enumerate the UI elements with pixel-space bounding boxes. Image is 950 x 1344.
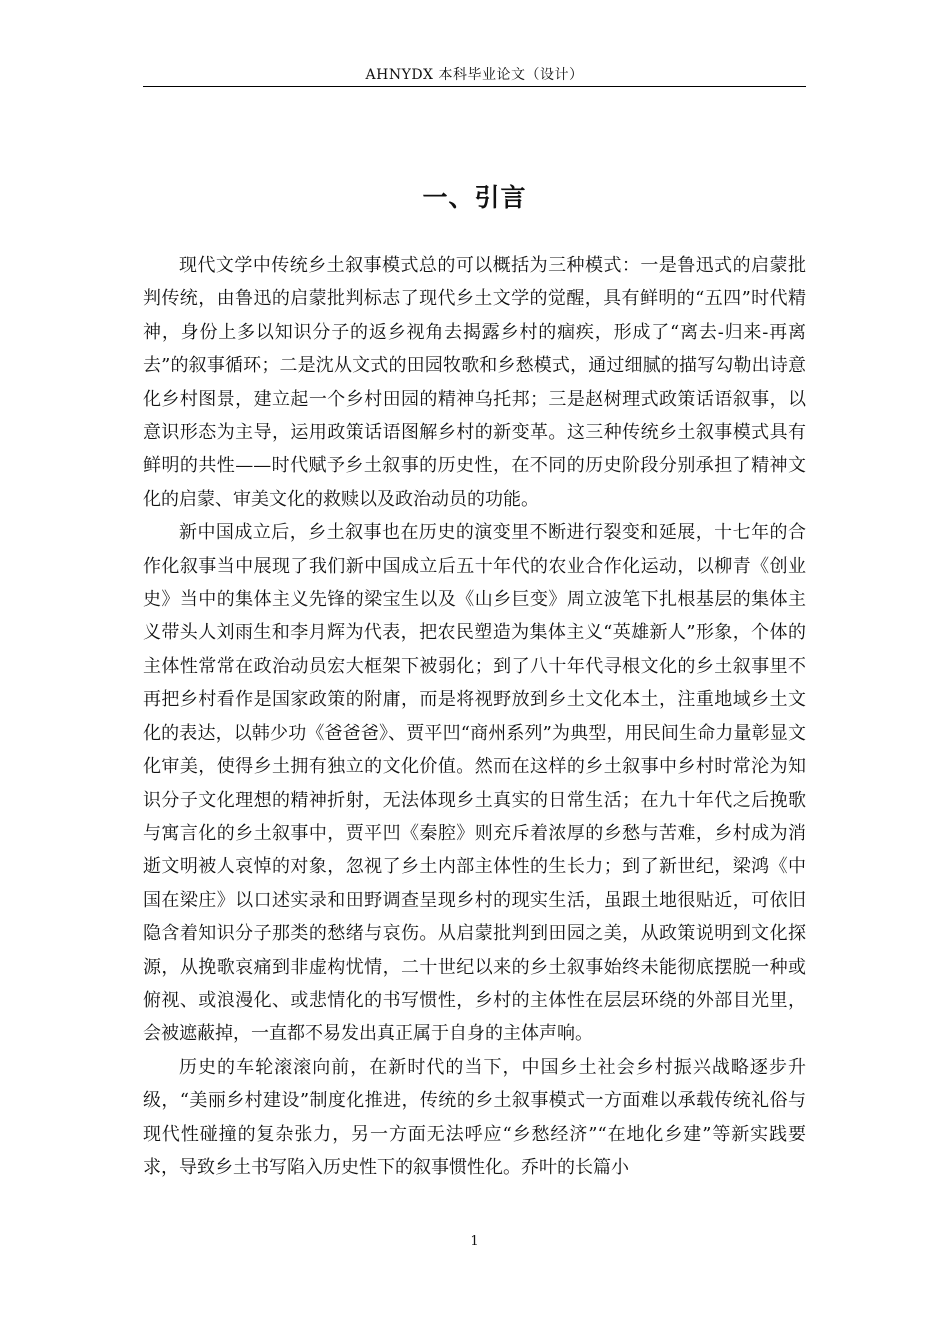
- paragraph: 新中国成立后，乡土叙事也在历史的演变里不断进行裂变和延展，十七年的合作化叙事当中展现了我们新中国成立后五十年代的农业合作化运动，以柳青《创业史》当中的集体主义先锋的梁宝生以及《山乡巨变》周立波笔下扎根基层的集体主义带头人刘雨生和李月辉为代表，把农民塑造为集体主义“英雄新人”形象，个体的主体性常常在政治动员宏大框架下被弱化；到了八十年代寻根文化的乡土叙事里不再把乡村看作是国家政策的附庸，而是将视野放到乡土文化本土，注重地域乡土文化的表达，以韩少功《爸爸爸》、贾平凹“商州系列”为典型，用民间生命力量彰显文化审美，使得乡土拥有独立的文化价值。然而在这样的乡土叙事中乡村时常沦为知识分子文化理想的精神折射，无法体现乡土真实的日常生活；在九十年代之后挽歌与寓言化的乡土叙事中，贾平凹《秦腔》则充斥着浓厚的乡愁与苦难，乡村成为消逝文明被人哀悼的对象，忽视了乡土内部主体性的生长力；到了新世纪，梁鸿《中国在梁庄》以口述实录和田野调查呈现乡村的现实生活，虽跟土地很贴近，可依旧隐含着知识分子那类的愁绪与哀伤。从启蒙批判到田园之美，从政策说明到文化探源，从挽歌哀痛到非虚构忧情，二十世纪以来的乡土叙事始终未能彻底摆脱一种或俯视、或浪漫化、或悲情化的书写惯性，乡村的主体性在层层环绕的外部目光里，会被遮蔽掉，一直都不易发出真正属于自身的主体声响。: [143, 522, 806, 1045]
- body-text: [143, 249, 806, 1184]
- paragraph: 现代文学中传统乡土叙事模式总的可以概括为三种模式：一是鲁迅式的启蒙批判传统，由鲁迅的启蒙批判标志了现代乡土文学的觉醒，具有鲜明的“五四”时代精神，身份上多以知识分子的返乡视角去揭露乡村的痼疾，形成了“离去-归来-再离去”的叙事循环；二是沈从文式的田园牧歌和乡愁模式，通过细腻的描写勾勒出诗意化乡村图景，建立起一个乡村田园的精神乌托邦；三是赵树理式政策话语叙事，以意识形态为主导，运用政策话语图解乡村的新变革。这三种传统乡土叙事模式具有鲜明的共性——时代赋予乡土叙事的历史性，在不同的历史阶段分别承担了精神文化的启蒙、审美文化的救赎以及政治动员的功能。: [143, 255, 806, 510]
- header-divider: [143, 86, 806, 87]
- running-header: AHNYDX 本科毕业论文（设计）: [365, 67, 584, 83]
- section-title: 一、引言: [422, 183, 527, 212]
- page-number: 1: [470, 1234, 479, 1249]
- paragraph: 历史的车轮滚滚向前，在新时代的当下，中国乡土社会乡村振兴战略逐步升级，“美丽乡村建设”制度化推进，传统的乡土叙事模式一方面难以承载传统礼俗与现代性碰撞的复杂张力，另一方面无法呼应“乡愁经济”“在地化乡建”等新实践要求，导致乡土书写陷入历史性下的叙事惯性化。乔叶的长篇小: [143, 1056, 806, 1178]
